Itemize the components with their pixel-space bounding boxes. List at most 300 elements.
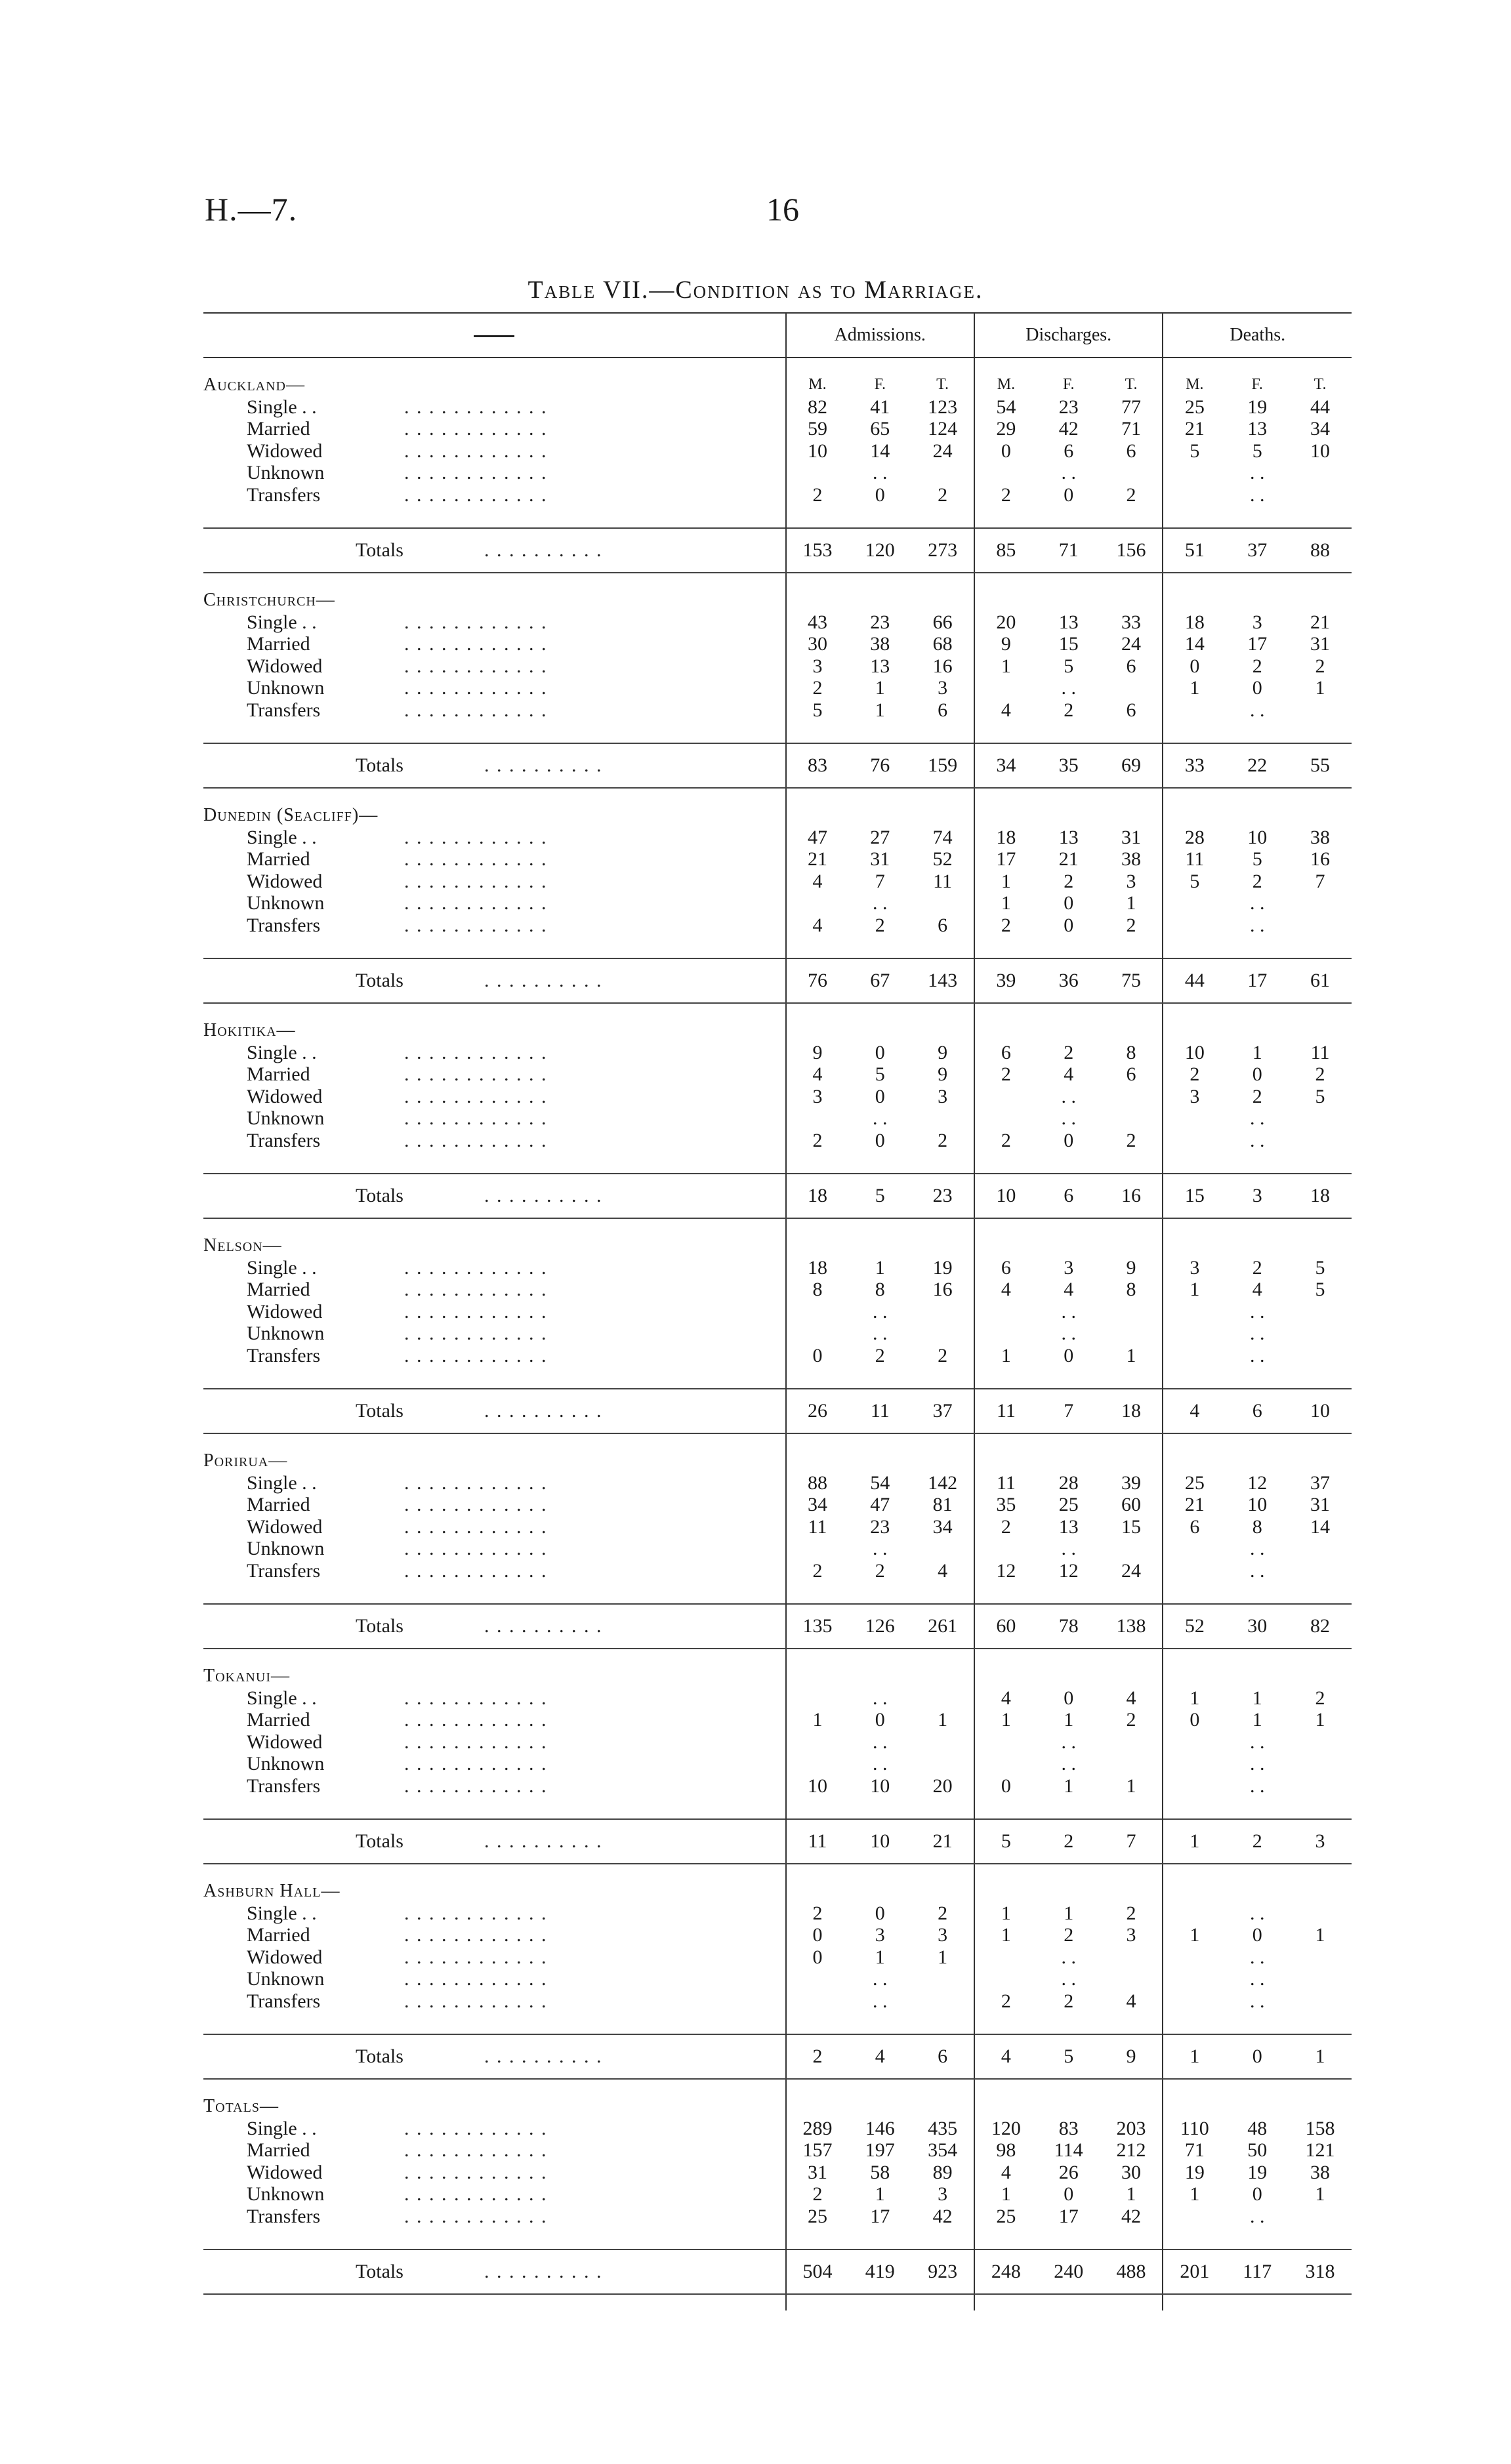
- table-row: [203, 2139, 1352, 2162]
- row-label: Single . .: [247, 1902, 317, 1924]
- spacer-cell: [974, 1433, 1037, 1450]
- mft-label: [1037, 804, 1100, 827]
- mft-label: [1163, 1880, 1226, 1902]
- value-cell: 1: [1163, 1279, 1226, 1301]
- value-cell: 0: [875, 1041, 885, 1063]
- mft-label: [974, 1235, 1037, 1257]
- row-label-cell: [203, 1753, 786, 1775]
- mft-label: [1100, 804, 1163, 827]
- total-value-cell: 33: [1163, 743, 1226, 788]
- value-cell: 3: [1064, 1256, 1074, 1279]
- value-cell: [1163, 1902, 1226, 1925]
- total-value-cell: 52: [1163, 1604, 1226, 1649]
- value-cell: [1163, 1538, 1226, 1560]
- row-label: Unknown: [247, 1107, 325, 1129]
- spacer-cell: [974, 721, 1037, 743]
- value-cell: 1: [875, 699, 885, 721]
- spacer-cell: [1289, 2294, 1352, 2310]
- row-label: Transfers: [247, 1559, 321, 1582]
- mft-label: [786, 589, 849, 611]
- value-cell: 88: [786, 1472, 849, 1494]
- value-cell: 14: [1163, 633, 1226, 655]
- value-cell: 6: [938, 699, 948, 721]
- row-label-cell: [203, 1902, 786, 1925]
- value-cell: 10: [870, 1775, 890, 1797]
- value-cell: 1: [1064, 1902, 1074, 1924]
- value-cell: 8: [1126, 1041, 1136, 1063]
- spacer-cell: [1037, 358, 1100, 374]
- value-cell: 1: [974, 892, 1037, 914]
- mft-label: [1163, 1450, 1226, 1472]
- value-cell: 10: [1163, 1042, 1226, 1064]
- spacer-cell: [1100, 506, 1163, 528]
- header-deaths: Deaths.: [1163, 313, 1352, 358]
- value-cell: 12: [974, 1560, 1037, 1582]
- mft-label: [1100, 1665, 1163, 1687]
- value-cell: 37: [1310, 1471, 1331, 1494]
- mft-label: [848, 1665, 911, 1687]
- value-cell: 1: [1126, 892, 1136, 914]
- mft-label: [974, 1880, 1037, 1902]
- total-value-cell: 3: [1226, 1174, 1289, 1218]
- row-label: Widowed: [247, 1731, 323, 1753]
- spacer-cell: [848, 1649, 911, 1665]
- leader-dots: . . . . . . . . . . . .: [404, 1709, 548, 1731]
- total-value-cell: 35: [1037, 743, 1100, 788]
- value-cell: 6: [938, 914, 948, 936]
- value-cell: 24: [1121, 1559, 1142, 1582]
- leader-dots: . . . . . . . . . . . .: [404, 1300, 548, 1323]
- value-cell: . .: [1249, 483, 1265, 506]
- value-cell: 4: [1064, 1279, 1074, 1300]
- row-label: Unknown: [247, 1968, 325, 1990]
- mft-label: [974, 1450, 1037, 1472]
- row-label: Single . .: [247, 611, 317, 633]
- spacer-cell: [1226, 1366, 1289, 1389]
- spacer-cell: [203, 1797, 786, 1819]
- value-cell: [1163, 699, 1226, 722]
- spacer-cell: [1037, 1366, 1100, 1389]
- spacer-cell: [1100, 358, 1163, 374]
- mft-label: [786, 1019, 849, 1042]
- value-cell: . .: [873, 462, 888, 483]
- spacer-cell: [1163, 1366, 1226, 1389]
- value-cell: [911, 1990, 974, 2013]
- table-row: [203, 827, 1352, 849]
- value-cell: [1163, 1990, 1226, 2013]
- value-cell: 2: [1315, 655, 1325, 677]
- value-cell: 3: [1126, 1924, 1136, 1946]
- row-label-cell: [203, 1086, 786, 1108]
- total-value-cell: 11: [848, 1389, 911, 1433]
- value-cell: [1100, 462, 1163, 484]
- value-cell: [974, 462, 1037, 484]
- value-cell: 1: [1163, 2183, 1226, 2206]
- spacer-cell: [1226, 1797, 1289, 1819]
- spacer-row: [203, 1151, 1352, 1174]
- value-cell: 31: [786, 2162, 849, 2184]
- spacer-cell: [1289, 721, 1352, 743]
- spacer-cell: [1289, 573, 1352, 589]
- total-value-cell: 7: [1037, 1389, 1100, 1433]
- table-row: [203, 1731, 1352, 1754]
- value-cell: 0: [786, 1345, 849, 1367]
- value-cell: . .: [1249, 1107, 1265, 1129]
- totals-row: [203, 1174, 1352, 1218]
- value-cell: 24: [1121, 633, 1142, 655]
- total-value-cell: 34: [974, 743, 1037, 788]
- value-cell: 2: [1252, 1256, 1262, 1279]
- row-label-cell: [203, 2118, 786, 2140]
- mft-label: M.: [974, 374, 1037, 396]
- row-label-cell: [203, 1042, 786, 1064]
- spacer-cell: [1037, 573, 1100, 589]
- value-cell: . .: [1249, 1946, 1265, 1968]
- value-cell: 1: [974, 655, 1037, 678]
- spacer-cell: [1289, 358, 1352, 374]
- total-value-cell: 18: [1289, 1174, 1352, 1218]
- value-cell: 10: [1247, 826, 1268, 848]
- value-cell: 1: [938, 1946, 948, 1968]
- spacer-cell: [1163, 358, 1226, 374]
- value-cell: 1: [1163, 677, 1226, 699]
- page-number: 16: [766, 191, 799, 228]
- mft-label: [1289, 804, 1352, 827]
- leader-dots: . . . . . . . . . . . .: [404, 870, 548, 892]
- table-row: [203, 418, 1352, 440]
- total-value-cell: 10: [848, 1819, 911, 1864]
- mft-label: [1226, 589, 1289, 611]
- spacer-cell: [974, 573, 1037, 589]
- mft-label: [1289, 1450, 1352, 1472]
- value-cell: 5: [1315, 1085, 1325, 1107]
- value-cell: 82: [786, 396, 849, 419]
- spacer-cell: [911, 1366, 974, 1389]
- spacer-cell: [911, 1582, 974, 1604]
- spacer-cell: [848, 721, 911, 743]
- value-cell: 0: [1064, 892, 1074, 914]
- spacer-cell: [1163, 506, 1226, 528]
- spacer-cell: [1163, 573, 1226, 589]
- section-name: Christchurch—: [203, 590, 335, 610]
- value-cell: 3: [1252, 611, 1262, 633]
- value-cell: 146: [865, 2117, 895, 2139]
- mft-label: [786, 1880, 849, 1902]
- mft-label: [1100, 1450, 1163, 1472]
- value-cell: . .: [873, 1300, 888, 1323]
- table-body: [203, 358, 1352, 2310]
- mft-label: [974, 2095, 1037, 2118]
- total-value-cell: 55: [1289, 743, 1352, 788]
- spacer-cell: [1100, 1151, 1163, 1174]
- value-cell: 3: [938, 1924, 948, 1946]
- value-cell: 52: [932, 848, 953, 870]
- spacer-row: [203, 1797, 1352, 1819]
- leader-dots: . . . . . . . . . . . .: [404, 418, 548, 440]
- value-cell: 34: [786, 1494, 849, 1516]
- spacer-row: [203, 2227, 1352, 2249]
- row-label-cell: [203, 2162, 786, 2184]
- leader-dots: . . . . . . . . . .: [484, 2045, 603, 2067]
- row-label-cell: [203, 633, 786, 655]
- mft-label: [1226, 1450, 1289, 1472]
- table-row: [203, 1687, 1352, 1710]
- value-cell: 18: [786, 1257, 849, 1279]
- total-value-cell: 156: [1100, 528, 1163, 573]
- section-header-row: [203, 1019, 1352, 1042]
- table-row: [203, 611, 1352, 634]
- value-cell: 14: [870, 440, 890, 462]
- mft-label: [1037, 1450, 1100, 1472]
- row-label-cell: [203, 655, 786, 678]
- value-cell: 2: [1315, 1687, 1325, 1709]
- spacer-cell: [1289, 1864, 1352, 1880]
- spacer-cell: [911, 1151, 974, 1174]
- value-cell: 1: [1252, 1709, 1262, 1731]
- spacer-cell: [786, 2227, 849, 2249]
- row-label: Married: [247, 1494, 310, 1515]
- value-cell: 0: [1252, 1063, 1262, 1085]
- value-cell: 59: [786, 418, 849, 440]
- spacer-row: [203, 788, 1352, 804]
- total-value-cell: 71: [1037, 528, 1100, 573]
- totals-label-cell: [203, 743, 786, 788]
- leader-dots: . . . . . . . . . . . .: [404, 1256, 548, 1279]
- value-cell: . .: [1249, 1902, 1265, 1924]
- row-label-cell: [203, 2139, 786, 2162]
- section-name: Nelson—: [203, 1235, 282, 1256]
- spacer-cell: [786, 2294, 849, 2310]
- value-cell: 1: [875, 677, 885, 699]
- value-cell: [786, 462, 849, 484]
- value-cell: 4: [1126, 1990, 1136, 2012]
- value-cell: 123: [928, 396, 958, 418]
- section-name: Hokitika—: [203, 1020, 296, 1040]
- value-cell: 27: [870, 826, 890, 848]
- row-label: Transfers: [247, 1775, 321, 1797]
- value-cell: 120: [974, 2118, 1037, 2140]
- mft-label: M.: [1163, 374, 1226, 396]
- value-cell: . .: [1249, 2205, 1265, 2227]
- section-name: Totals—: [203, 2096, 279, 2116]
- value-cell: [974, 677, 1037, 699]
- spacer-cell: [1100, 1366, 1163, 1389]
- mft-label: F.: [874, 376, 886, 393]
- spacer-cell: [1163, 1864, 1226, 1880]
- value-cell: 5: [1252, 440, 1262, 462]
- row-label-cell: [203, 871, 786, 893]
- total-value-cell: 138: [1100, 1604, 1163, 1649]
- spacer-cell: [1226, 721, 1289, 743]
- row-label: Single . .: [247, 1687, 317, 1709]
- mft-label: F.: [1251, 376, 1263, 393]
- value-cell: . .: [1249, 892, 1265, 914]
- leader-dots: . . . . . . . . . .: [484, 1615, 603, 1637]
- value-cell: 23: [1058, 396, 1079, 418]
- section-name: Porirua—: [203, 1450, 288, 1471]
- mft-label: [911, 1665, 974, 1687]
- row-label: Unknown: [247, 892, 325, 914]
- value-cell: 2: [974, 1990, 1037, 2013]
- leader-dots: . . . . . . . . . . . .: [404, 2117, 548, 2139]
- row-label: Unknown: [247, 1753, 325, 1775]
- value-cell: 19: [1247, 396, 1268, 418]
- total-value-cell: 82: [1289, 1604, 1352, 1649]
- value-cell: 47: [870, 1494, 890, 1515]
- mft-label: [911, 1019, 974, 1042]
- spacer-cell: [1163, 2294, 1226, 2310]
- value-cell: [911, 1753, 974, 1775]
- spacer-row: [203, 2294, 1352, 2310]
- spacer-cell: [848, 1433, 911, 1450]
- value-cell: 5: [1315, 1256, 1325, 1279]
- spacer-cell: [911, 573, 974, 589]
- value-cell: 0: [786, 1946, 849, 1969]
- row-label: Unknown: [247, 1323, 325, 1344]
- value-cell: [911, 1538, 974, 1560]
- mft-label: [1100, 1235, 1163, 1257]
- value-cell: 47: [786, 827, 849, 849]
- leader-dots: . . . . . . . . . . . .: [404, 1968, 548, 1990]
- value-cell: 121: [1305, 2139, 1335, 2161]
- spacer-row: [203, 936, 1352, 958]
- column-group-header: [203, 313, 1352, 358]
- spacer-cell: [911, 1218, 974, 1235]
- spacer-cell: [848, 1582, 911, 1604]
- value-cell: 20: [932, 1775, 953, 1797]
- row-label: Married: [247, 633, 310, 655]
- value-cell: 11: [1163, 848, 1226, 871]
- spacer-row: [203, 2012, 1352, 2034]
- mft-label: [1289, 589, 1352, 611]
- totals-label-cell: [203, 2249, 786, 2294]
- table-row: [203, 1301, 1352, 1323]
- spacer-cell: [1100, 721, 1163, 743]
- value-cell: 2: [786, 1130, 849, 1152]
- value-cell: 1: [974, 871, 1037, 893]
- spacer-cell: [911, 506, 974, 528]
- total-value-cell: 85: [974, 528, 1037, 573]
- value-cell: 10: [1310, 440, 1331, 462]
- row-label: Widowed: [247, 655, 323, 677]
- value-cell: 2: [786, 1902, 849, 1925]
- table-row: [203, 1538, 1352, 1560]
- value-cell: [786, 1538, 849, 1560]
- value-cell: 1: [1252, 1041, 1262, 1063]
- value-cell: 39: [1121, 1471, 1142, 1494]
- total-value-cell: 273: [911, 528, 974, 573]
- value-cell: 4: [974, 699, 1037, 722]
- value-cell: 3: [1126, 870, 1136, 892]
- value-cell: 2: [786, 1560, 849, 1582]
- leader-dots: . . . . . . . . . . . .: [404, 1279, 548, 1300]
- value-cell: [1100, 1968, 1163, 1990]
- total-value-cell: 419: [848, 2249, 911, 2294]
- value-cell: 77: [1121, 396, 1142, 418]
- total-value-cell: 2: [1037, 1819, 1100, 1864]
- mft-label: [974, 1665, 1037, 1687]
- value-cell: 158: [1305, 2117, 1335, 2139]
- value-cell: [974, 1946, 1037, 1969]
- mft-label: [911, 1235, 974, 1257]
- mft-label: [1100, 1019, 1163, 1042]
- leader-dots: . . . . . . . . . . . .: [404, 655, 548, 677]
- value-cell: [1289, 2206, 1352, 2228]
- spacer-cell: [1037, 1433, 1100, 1450]
- value-cell: 2: [1126, 1902, 1136, 1924]
- row-label: Single . .: [247, 396, 317, 418]
- total-value-cell: 18: [1100, 1389, 1163, 1433]
- value-cell: [1163, 1731, 1226, 1754]
- totals-label: Totals: [356, 1185, 404, 1206]
- spacer-cell: [1289, 936, 1352, 958]
- value-cell: [1289, 1130, 1352, 1152]
- value-cell: 11: [933, 870, 953, 892]
- spacer-cell: [974, 358, 1037, 374]
- spacer-cell: [1289, 1218, 1352, 1235]
- value-cell: [786, 1687, 849, 1710]
- value-cell: 0: [1252, 677, 1262, 699]
- spacer-cell: [911, 2227, 974, 2249]
- value-cell: . .: [1249, 1775, 1265, 1797]
- value-cell: 5: [1163, 871, 1226, 893]
- spacer-cell: [786, 1797, 849, 1819]
- value-cell: 60: [1121, 1494, 1142, 1515]
- value-cell: [911, 1301, 974, 1323]
- row-label-cell: [203, 1301, 786, 1323]
- blank-header: [203, 313, 786, 358]
- totals-label-cell: [203, 1819, 786, 1864]
- value-cell: 2: [1126, 914, 1136, 936]
- value-cell: 3: [786, 655, 849, 678]
- row-label: Married: [247, 2139, 310, 2161]
- value-cell: 1: [974, 1709, 1037, 1731]
- spacer-cell: [786, 573, 849, 589]
- value-cell: 38: [870, 633, 890, 655]
- value-cell: [1163, 1345, 1226, 1367]
- value-cell: 33: [1121, 611, 1142, 633]
- value-cell: [1289, 1968, 1352, 1990]
- leader-dots: . . . . . . . . . . . .: [404, 483, 548, 506]
- mft-label: [1163, 2095, 1226, 2118]
- value-cell: 65: [870, 418, 890, 440]
- value-cell: 2: [1163, 1063, 1226, 1086]
- value-cell: 3: [1163, 1257, 1226, 1279]
- value-cell: 0: [875, 483, 885, 506]
- row-label-cell: [203, 611, 786, 634]
- value-cell: . .: [1249, 1538, 1265, 1559]
- row-label: Unknown: [247, 1538, 325, 1559]
- value-cell: [786, 1968, 849, 1990]
- row-label: Transfers: [247, 1344, 321, 1366]
- total-value-cell: 76: [786, 958, 849, 1003]
- totals-label: Totals: [356, 1830, 404, 1852]
- row-label: Single . .: [247, 826, 317, 848]
- table-row: [203, 1279, 1352, 1301]
- row-label-cell: [203, 699, 786, 722]
- value-cell: 66: [932, 611, 953, 633]
- row-label: Widowed: [247, 1515, 323, 1538]
- spacer-cell: [786, 788, 849, 804]
- spacer-cell: [848, 1366, 911, 1389]
- value-cell: 38: [1121, 848, 1142, 870]
- section-header-row: [203, 1880, 1352, 1902]
- row-label: Single . .: [247, 1041, 317, 1063]
- row-label-cell: [203, 1709, 786, 1731]
- value-cell: 2: [938, 1344, 948, 1366]
- table-row: [203, 1494, 1352, 1516]
- total-value-cell: 83: [786, 743, 849, 788]
